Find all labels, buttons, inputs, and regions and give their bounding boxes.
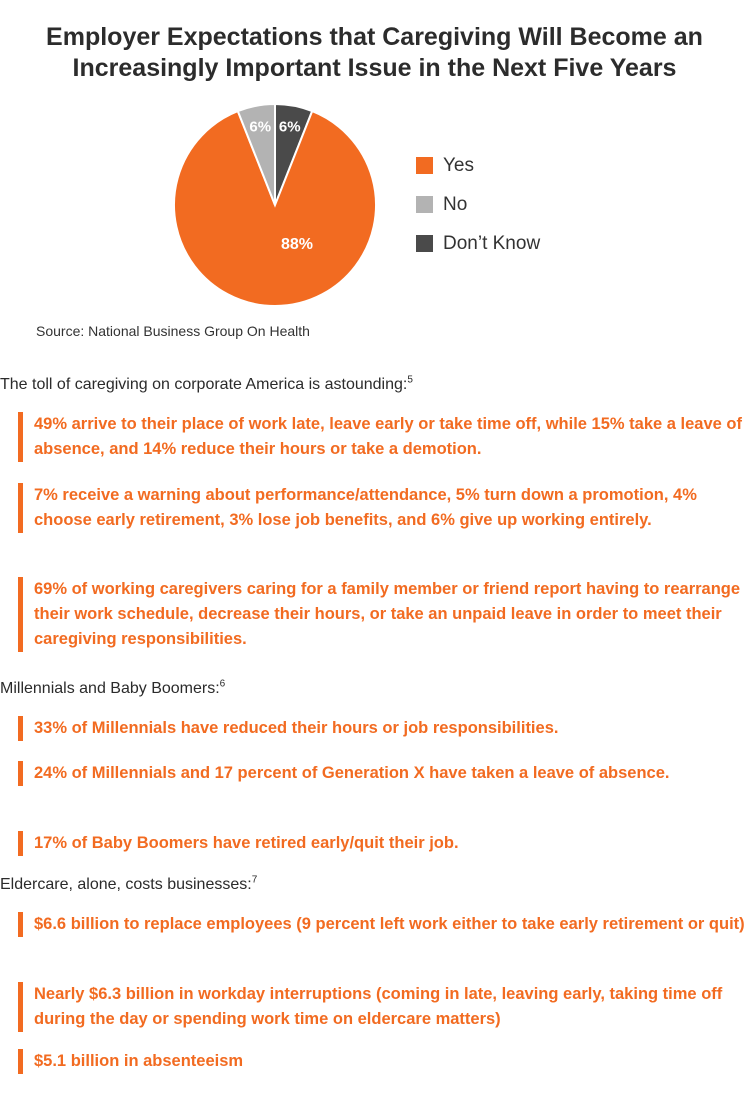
bullet-item: $6.6 billion to replace employees (9 percent left work either to take early retirement or quit): [18, 912, 749, 937]
section-heading-text: Eldercare, alone, costs businesses:: [0, 876, 252, 893]
footnote-ref: 6: [219, 678, 226, 690]
section-heading-text: Millennials and Baby Boomers:: [0, 680, 220, 697]
pie-data-label-yes: 88%: [280, 236, 314, 254]
bullet-item: 7% receive a warning about performance/attendance, 5% turn down a promotion, 4% choose early retirement, 3% lose job benefits, and 6% give up working entirely.: [18, 483, 749, 533]
legend-label-dont-know: Don’t Know: [443, 232, 541, 254]
legend-item-no: [416, 185, 540, 224]
bullet-item: 24% of Millennials and 17 percent of Generation X have taken a leave of absence.: [18, 761, 749, 786]
chart-title: Employer Expectations that Caregiving Will Become an Increasingly Important Issue in the Next Five Years: [46, 23, 703, 82]
legend-item-yes: [416, 146, 540, 185]
section-heading-text: The toll of caregiving on corporate America is astounding:: [0, 376, 408, 393]
bullet-item: Nearly $6.3 billion in workday interruptions (coming in late, leaving early, taking time off during the day or spending work time on eldercare matters): [18, 982, 749, 1032]
chart-source: Source: National Business Group On Health: [36, 323, 310, 339]
legend-item-dont-know: [416, 224, 540, 263]
bullet-item: 17% of Baby Boomers have retired early/quit their job.: [18, 831, 749, 856]
bullet-item: 33% of Millennials have reduced their hours or job responsibilities.: [18, 716, 749, 741]
bullet-item: 69% of working caregivers caring for a family member or friend report having to rearrange their work schedule, decrease their hours, or take an unpaid leave in order to meet their caregiving responsibilities.: [18, 577, 749, 652]
section-heading-eldercare: [0, 876, 257, 894]
bullet-item: $5.1 billion in absenteeism: [18, 1049, 749, 1074]
section-heading-corporate-toll: [0, 376, 413, 394]
section-heading-generations: [0, 680, 225, 698]
bullet-item: 49% arrive to their place of work late, leave early or take time off, while 15% take a leave of absence, and 14% reduce their hours or take a demotion.: [18, 412, 749, 462]
footnote-ref: 5: [407, 374, 413, 386]
pie-chart: [170, 100, 380, 310]
legend-label-yes: Yes: [443, 154, 474, 176]
legend-label-no: No: [443, 193, 468, 215]
chart-legend: [416, 146, 540, 263]
pie-data-label-don-t-know: 6%: [278, 118, 301, 136]
pie-data-label-no: 6%: [249, 118, 272, 136]
legend-swatch-yes: [416, 157, 433, 174]
legend-swatch-dont-know: [416, 235, 433, 252]
footnote-ref: 7: [251, 874, 258, 886]
legend-swatch-no: [416, 196, 433, 213]
